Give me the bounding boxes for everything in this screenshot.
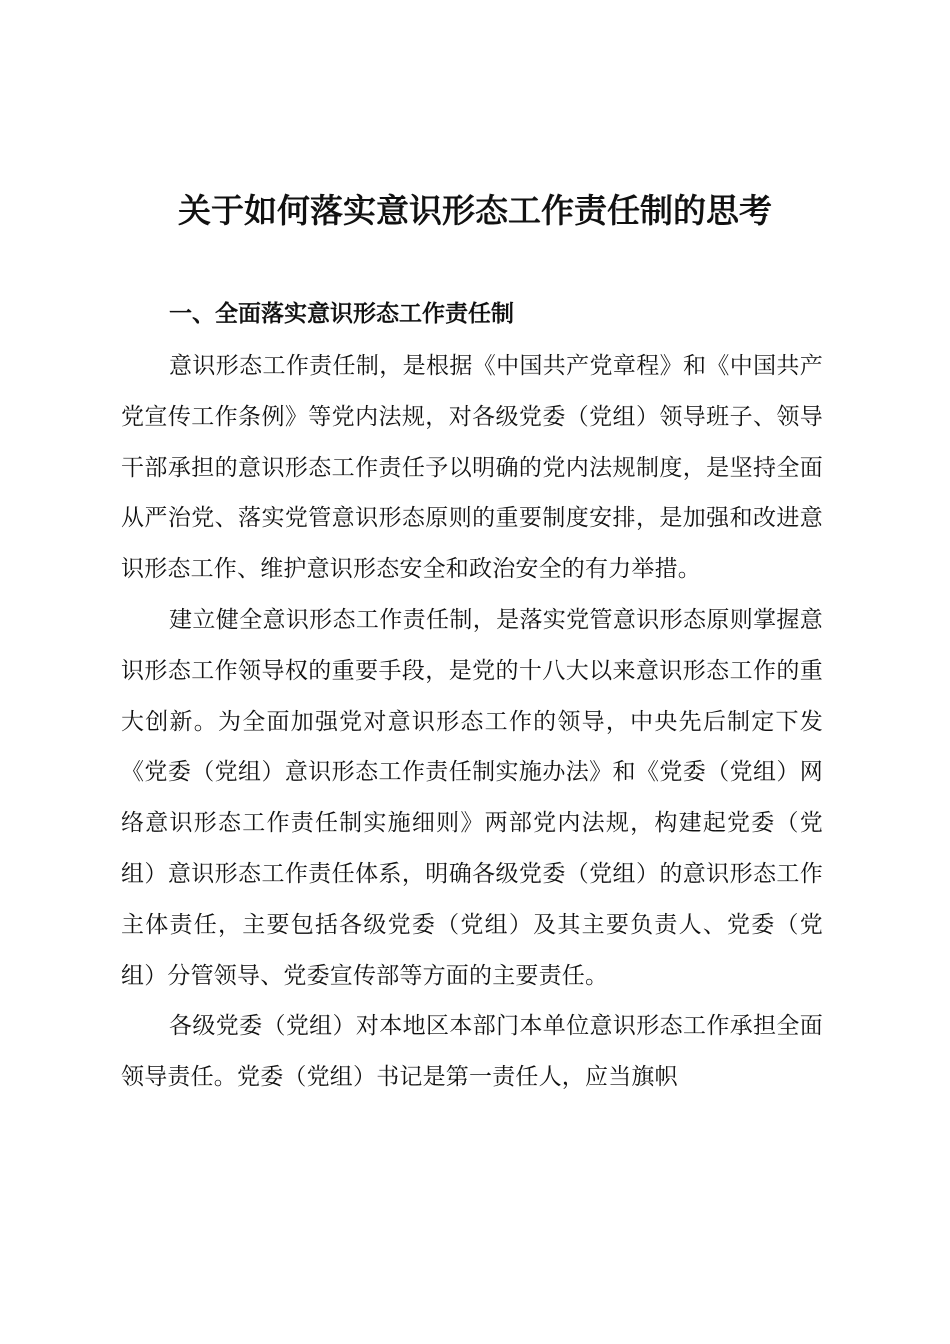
document-body: [121, 291, 823, 1103]
paragraph-2: 建立健全意识形态工作责任制，是落实党管意识形态原则掌握意识形态工作领导权的重要手段，是党的十八大以来意识形态工作的重大创新。为全面加强党对意识形态工作的领导，中央先后制定下发《党委（党组）意识形态工作责任制实施办法》和《党委（党组）网络意识形态工作责任制实施细则》两部党内法规，构建起党委（党组）意识形态工作责任体系，明确各级党委（党组）的意识形态工作主体责任，主要包括各级党委（党组）及其主要负责人、党委（党组）分管领导、党委宣传部等方面的主要责任。: [121, 606, 823, 989]
paragraph-1: 意识形态工作责任制，是根据《中国共产党章程》和《中国共产党宣传工作条例》等党内法规，对各级党委（党组）领导班子、领导干部承担的意识形态工作责任予以明确的党内法规制度，是坚持全面从严治党、落实党管意识形态原则的重要制度安排，是加强和改进意识形态工作、维护意识形态安全和政治安全的有力举措。: [121, 353, 823, 583]
document-title: 关于如何落实意识形态工作责任制的思考: [178, 191, 772, 230]
section-heading: 一、全面落实意识形态工作责任制: [169, 301, 514, 327]
paragraph-3: 各级党委（党组）对本地区本部门本单位意识形态工作承担全面领导责任。党委（党组）书记是第一责任人，应当旗帜: [121, 1013, 823, 1091]
